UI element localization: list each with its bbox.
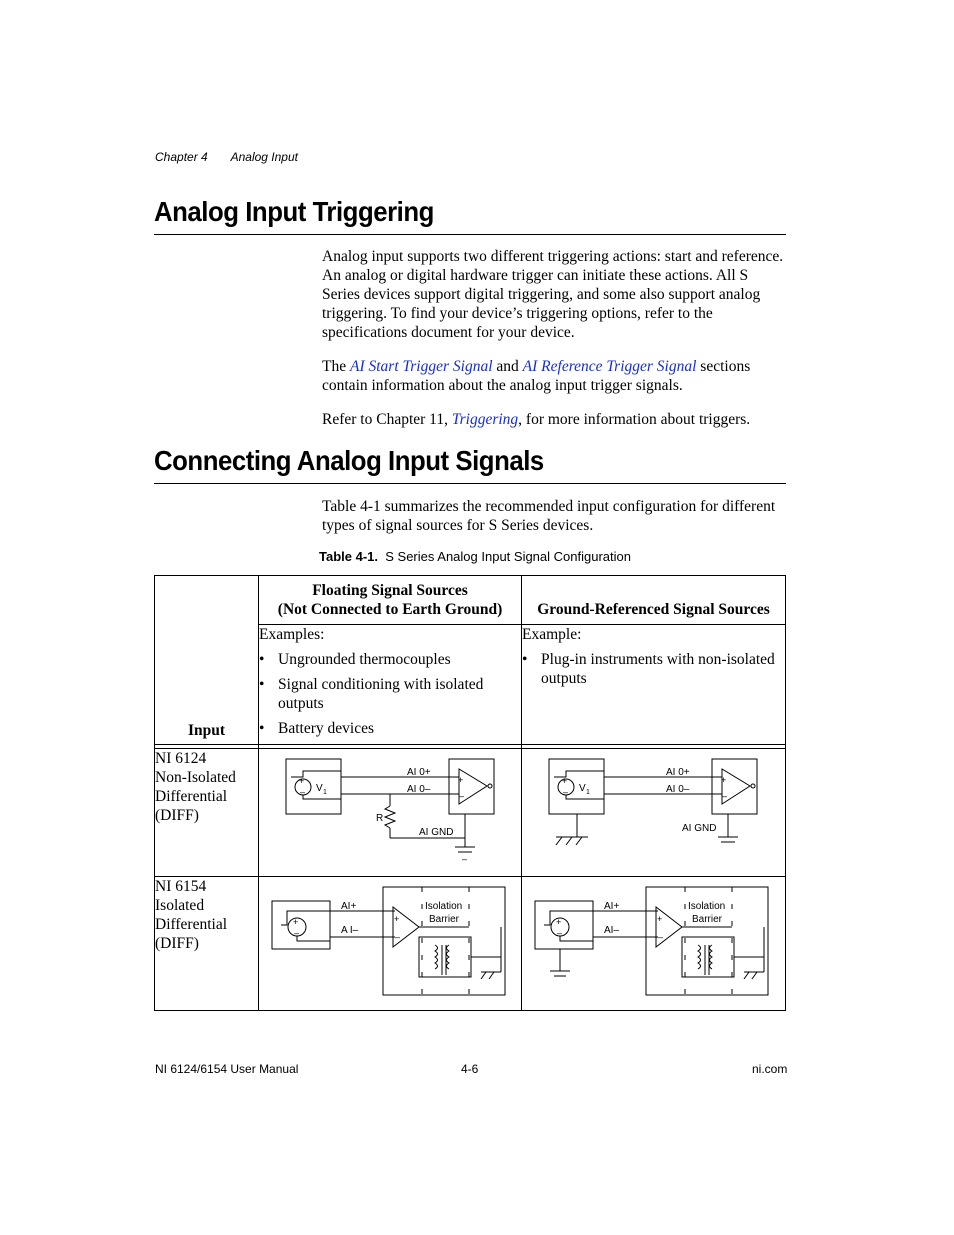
circuit-diagram: [259, 749, 521, 871]
list-item: • Plug-in instruments with non-isolated outputs: [522, 650, 785, 688]
minus: –: [557, 928, 563, 938]
source-sub: 1: [586, 789, 590, 796]
diagram-6124-ground: [522, 749, 786, 877]
section-rule: [154, 234, 786, 235]
plus: +: [394, 914, 400, 924]
minus: –: [658, 932, 664, 942]
minus: –: [395, 932, 401, 942]
row-label-line: Non-Isolated: [155, 769, 236, 786]
label-barrier: Barrier: [692, 914, 723, 925]
running-header: [155, 150, 318, 164]
footer-page-number: 4-6: [461, 1062, 479, 1076]
minus: –: [722, 791, 728, 801]
signal-config-table: [154, 575, 786, 1011]
footer-manual: NI 6124/6154 User Manual: [155, 1062, 299, 1076]
label-resistor: R: [376, 813, 384, 824]
header-chapter: Chapter 4: [155, 150, 208, 164]
label-ai-minus: AI–: [604, 925, 620, 936]
table-caption: [319, 549, 631, 564]
circuit-diagram: [522, 749, 784, 871]
plus: +: [556, 917, 562, 927]
label-ai-plus: AI+: [341, 901, 357, 912]
minus: –: [563, 787, 569, 797]
source-v: V: [579, 783, 586, 794]
text: , for more information about triggers.: [518, 411, 751, 428]
header-input: Input: [155, 576, 259, 745]
text: sections contain information about the analog input trigger signals.: [322, 358, 751, 394]
section-title-connecting: Connecting Analog Input Signals: [154, 445, 735, 484]
minus: –: [294, 928, 300, 938]
connecting-paragraph: Table 4-1 summarizes the recommended input configuration for different types of signal sources for S Series devices.: [322, 498, 776, 534]
circuit-diagram: [259, 877, 521, 1005]
diagram-6154-floating: [259, 877, 522, 1011]
header-section: Analog Input: [230, 150, 298, 164]
text: and: [492, 358, 523, 375]
table-caption-text: S Series Analog Input Signal Configuration: [385, 549, 631, 564]
section-title-triggering: Analog Input Triggering: [154, 196, 735, 235]
triggering-paragraph-1: Analog input supports two different triggering actions: start and reference. An analog or digital hardware trigger can initiate these actions. All S Series devices support digital triggering, and some also support analog triggering. To find your device’s triggering options, refer to the specifications document for your device.: [322, 248, 784, 341]
minus: –: [462, 854, 468, 864]
triggering-paragraph-3: [322, 410, 787, 429]
header-floating: [259, 576, 522, 625]
table-caption-label: Table 4-1.: [319, 549, 379, 564]
label-ai0-minus: AI 0–: [407, 784, 431, 795]
ground-examples: [522, 625, 786, 745]
section-rule: [154, 483, 786, 484]
header-floating-line2: (Not Connected to Earth Ground): [277, 601, 503, 618]
floating-examples: [259, 625, 522, 745]
row-label-6154: [155, 877, 259, 1011]
triggering-paragraph-2: [322, 357, 787, 395]
diagram-6124-floating: [259, 749, 522, 877]
text: The: [322, 358, 350, 375]
row-label-line: Isolated: [155, 897, 205, 914]
minus: –: [300, 787, 306, 797]
label-barrier: Barrier: [429, 914, 460, 925]
row-label-line: NI 6124: [155, 750, 207, 767]
row-label-line: Differential: [155, 788, 228, 805]
header-floating-line1: Floating Signal Sources: [312, 582, 468, 599]
list-item: • Ungrounded thermocouples: [259, 650, 521, 669]
examples-label: Example:: [522, 626, 582, 643]
row-label-line: (DIFF): [155, 935, 199, 952]
diagram-6154-ground: [522, 877, 786, 1011]
minus: –: [459, 791, 465, 801]
label-ai-gnd: AI GND: [682, 823, 717, 834]
plus: +: [657, 914, 663, 924]
link-ai-start-trigger[interactable]: AI Start Trigger Signal: [349, 358, 493, 375]
row-label-line: (DIFF): [155, 807, 199, 824]
text: Refer to Chapter 11,: [322, 411, 452, 428]
plus: +: [721, 775, 727, 785]
list-item: • Battery devices: [259, 719, 521, 738]
plus: +: [562, 776, 568, 786]
label-isolation: Isolation: [688, 901, 726, 912]
source-v: V: [316, 783, 323, 794]
label-ai0-plus: AI 0+: [407, 767, 431, 778]
label-isolation: Isolation: [425, 901, 463, 912]
circuit-diagram: [522, 877, 784, 1005]
header-ground: Ground-Referenced Signal Sources: [522, 576, 786, 625]
label-ai-gnd: AI GND: [419, 827, 454, 838]
plus: +: [293, 917, 299, 927]
link-ai-reference-trigger[interactable]: AI Reference Trigger Signal: [522, 358, 697, 375]
label-ai0-minus: AI 0–: [666, 784, 690, 795]
label-ai-plus: AI+: [604, 901, 620, 912]
plus: +: [458, 775, 464, 785]
source-sub: 1: [323, 789, 327, 796]
label-ai0-plus: AI 0+: [666, 767, 690, 778]
row-label-line: NI 6154: [155, 878, 207, 895]
row-label-6124: [155, 749, 259, 877]
link-triggering-chapter[interactable]: Triggering: [451, 411, 519, 428]
examples-label: Examples:: [259, 626, 325, 643]
row-label-line: Differential: [155, 916, 228, 933]
label-ai-minus: A I–: [341, 925, 359, 936]
plus: +: [299, 776, 305, 786]
footer-site: ni.com: [752, 1062, 788, 1076]
list-item: • Signal conditioning with isolated outputs: [259, 675, 521, 713]
